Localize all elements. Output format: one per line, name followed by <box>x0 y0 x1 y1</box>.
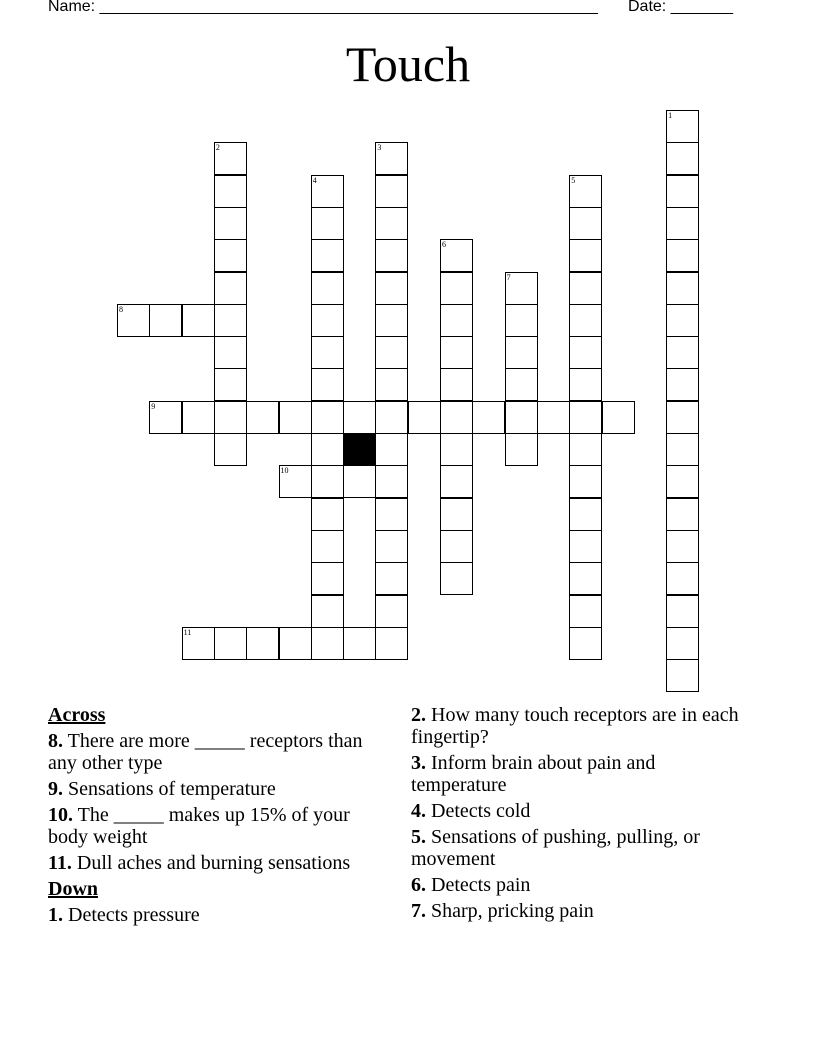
grid-cell[interactable] <box>569 530 602 563</box>
grid-cell[interactable] <box>505 368 538 401</box>
clue-text: Sharp, pricking pain <box>426 900 594 922</box>
grid-cell[interactable] <box>375 239 408 272</box>
grid-cell[interactable] <box>311 207 344 240</box>
clue-down-7 <box>411 900 741 922</box>
grid-cell[interactable] <box>666 142 699 175</box>
grid-cell[interactable] <box>569 401 602 434</box>
page-title: Touch <box>345 36 471 92</box>
grid-cell[interactable] <box>666 433 699 466</box>
grid-cell[interactable] <box>311 498 344 531</box>
grid-cell[interactable] <box>279 401 312 434</box>
clue-number: 4. <box>411 800 426 822</box>
clue-across-9 <box>48 778 383 800</box>
grid-cell[interactable] <box>182 304 215 337</box>
name-field[interactable]: Name: ________________________________________________________ <box>48 0 598 15</box>
clue-text: The _____ makes up 15% of your body weight <box>48 804 350 848</box>
grid-cell[interactable] <box>311 562 344 595</box>
grid-cell[interactable] <box>537 401 570 434</box>
clue-text: Sensations of temperature <box>63 778 276 800</box>
clue-down-1 <box>48 904 383 926</box>
grid-cell[interactable] <box>440 498 473 531</box>
grid-cell[interactable] <box>440 433 473 466</box>
grid-cell[interactable] <box>375 336 408 369</box>
grid-cell[interactable] <box>375 368 408 401</box>
grid-cell[interactable] <box>375 207 408 240</box>
grid-cell[interactable] <box>440 336 473 369</box>
grid-cell[interactable] <box>569 465 602 498</box>
grid-cell[interactable] <box>375 433 408 466</box>
clue-number: 1. <box>48 904 63 926</box>
grid-cell[interactable] <box>311 530 344 563</box>
cell-number: 11 <box>183 627 192 637</box>
grid-cell[interactable] <box>666 465 699 498</box>
clue-across-8 <box>48 730 383 774</box>
grid-cell[interactable] <box>279 627 312 660</box>
grid-cell[interactable] <box>440 530 473 563</box>
clues-right-column <box>411 704 741 926</box>
grid-cell[interactable] <box>311 465 344 498</box>
grid-cell[interactable] <box>666 175 699 208</box>
clue-text: Detects pain <box>426 874 531 896</box>
grid-cell[interactable] <box>311 433 344 466</box>
grid-cell[interactable] <box>666 530 699 563</box>
clue-number: 8. <box>48 730 63 752</box>
grid-cell[interactable] <box>408 401 441 434</box>
grid-cell[interactable] <box>375 175 408 208</box>
grid-cell[interactable] <box>602 401 635 434</box>
clue-down-2 <box>411 704 741 748</box>
grid-cell[interactable] <box>440 401 473 434</box>
clue-text: How many touch receptors are in each fingertip? <box>411 704 739 748</box>
cell-number: 4 <box>312 175 317 185</box>
grid-cell[interactable] <box>214 401 247 434</box>
clue-number: 9. <box>48 778 63 800</box>
grid-cell[interactable] <box>149 304 182 337</box>
grid-cell[interactable] <box>666 272 699 305</box>
clue-text: Sensations of pushing, pulling, or movement <box>411 826 700 870</box>
grid-cell[interactable] <box>569 498 602 531</box>
grid-cell[interactable] <box>214 627 247 660</box>
grid-cell[interactable] <box>117 304 150 337</box>
grid-cell[interactable] <box>666 239 699 272</box>
cell-number: 3 <box>377 143 382 153</box>
cell-number: 2 <box>215 143 220 153</box>
grid-cell[interactable] <box>311 304 344 337</box>
grid-cell[interactable] <box>666 595 699 628</box>
clue-text: Detects pressure <box>63 904 200 926</box>
grid-cell[interactable] <box>343 465 376 498</box>
across-heading: Across <box>48 704 106 726</box>
grid-cell[interactable] <box>569 336 602 369</box>
grid-cell[interactable] <box>440 272 473 305</box>
grid-cell[interactable] <box>311 336 344 369</box>
grid-cell[interactable] <box>214 336 247 369</box>
grid-cell[interactable] <box>569 562 602 595</box>
clue-number: 6. <box>411 874 426 896</box>
clue-down-4 <box>411 800 741 822</box>
clue-number: 5. <box>411 826 426 848</box>
grid-cell[interactable] <box>505 401 538 434</box>
grid-cell[interactable] <box>214 368 247 401</box>
grid-cell[interactable] <box>505 272 538 305</box>
grid-cell[interactable] <box>375 627 408 660</box>
cell-number: 7 <box>506 272 511 282</box>
grid-cell[interactable] <box>246 401 279 434</box>
grid-cell[interactable] <box>666 110 699 143</box>
grid-cell[interactable] <box>505 433 538 466</box>
grid-cell[interactable] <box>666 207 699 240</box>
date-field[interactable]: Date: _______ <box>628 0 733 15</box>
grid-cell[interactable] <box>375 142 408 175</box>
grid-cell[interactable] <box>472 401 505 434</box>
grid-block-cell <box>343 433 376 466</box>
grid-cell[interactable] <box>149 401 182 434</box>
cell-number: 8 <box>119 304 123 314</box>
grid-cell[interactable] <box>375 465 408 498</box>
clue-across-10 <box>48 804 383 848</box>
grid-cell[interactable] <box>214 304 247 337</box>
grid-cell[interactable] <box>440 304 473 337</box>
clue-text: There are more _____ receptors than any other type <box>48 730 363 774</box>
clue-number: 3. <box>411 752 426 774</box>
grid-cell[interactable] <box>246 627 279 660</box>
grid-cell[interactable] <box>311 627 344 660</box>
grid-cell[interactable] <box>311 175 344 208</box>
grid-cell[interactable] <box>505 304 538 337</box>
grid-cell[interactable] <box>666 498 699 531</box>
clue-number: 11. <box>48 852 72 874</box>
grid-cell[interactable] <box>311 368 344 401</box>
cell-number: 6 <box>442 240 446 250</box>
cell-number: 1 <box>668 111 673 120</box>
grid-cell[interactable] <box>311 401 344 434</box>
grid-cell[interactable] <box>214 207 247 240</box>
grid-cell[interactable] <box>666 627 699 660</box>
clues-left-column <box>48 704 383 930</box>
grid-cell[interactable] <box>375 562 408 595</box>
grid-cell[interactable] <box>666 401 699 434</box>
grid-cell[interactable] <box>375 498 408 531</box>
grid-cell[interactable] <box>505 336 538 369</box>
grid-cell[interactable] <box>375 401 408 434</box>
cell-number: 5 <box>571 175 576 185</box>
grid-cell[interactable] <box>214 272 247 305</box>
grid-cell[interactable] <box>375 304 408 337</box>
grid-cell[interactable] <box>440 368 473 401</box>
grid-cell[interactable] <box>214 142 247 175</box>
grid-cell[interactable] <box>569 207 602 240</box>
cell-number: 9 <box>151 401 156 411</box>
cell-number: 10 <box>280 466 289 476</box>
clue-text: Inform brain about pain and temperature <box>411 752 656 796</box>
grid-cell[interactable] <box>569 433 602 466</box>
clue-across-11 <box>48 852 383 874</box>
clue-down-6 <box>411 874 741 896</box>
grid-cell[interactable] <box>666 562 699 595</box>
clue-number: 10. <box>48 804 73 826</box>
down-heading: Down <box>48 878 99 900</box>
grid-cell[interactable] <box>569 595 602 628</box>
grid-cell[interactable] <box>569 368 602 401</box>
grid-cell[interactable] <box>666 368 699 401</box>
grid-cell[interactable] <box>569 239 602 272</box>
grid-cell[interactable] <box>375 595 408 628</box>
grid-cell[interactable] <box>666 659 699 692</box>
grid-cell[interactable] <box>311 272 344 305</box>
grid-cell[interactable] <box>311 239 344 272</box>
grid-cell[interactable] <box>569 272 602 305</box>
grid-cell[interactable] <box>569 627 602 660</box>
grid-cell[interactable] <box>375 530 408 563</box>
clue-text: Detects cold <box>426 800 531 822</box>
clue-down-5 <box>411 826 741 870</box>
grid-cell[interactable] <box>666 304 699 337</box>
grid-cell[interactable] <box>343 627 376 660</box>
grid-cell[interactable] <box>214 239 247 272</box>
grid-cell[interactable] <box>569 175 602 208</box>
grid-cell[interactable] <box>666 336 699 369</box>
clue-number: 2. <box>411 704 426 726</box>
clue-number: 7. <box>411 900 426 922</box>
grid-cell[interactable] <box>182 627 215 660</box>
clue-down-3 <box>411 752 741 796</box>
grid-cell[interactable] <box>214 433 247 466</box>
grid-cell[interactable] <box>375 272 408 305</box>
grid-cell[interactable] <box>279 465 312 498</box>
grid-cell[interactable] <box>311 595 344 628</box>
grid-cell[interactable] <box>440 465 473 498</box>
grid-cell[interactable] <box>343 401 376 434</box>
grid-cell[interactable] <box>440 239 473 272</box>
grid-cell[interactable] <box>569 304 602 337</box>
grid-cell[interactable] <box>214 175 247 208</box>
grid-cell[interactable] <box>440 562 473 595</box>
grid-cell[interactable] <box>182 401 215 434</box>
clue-text: Dull aches and burning sensations <box>71 852 351 874</box>
